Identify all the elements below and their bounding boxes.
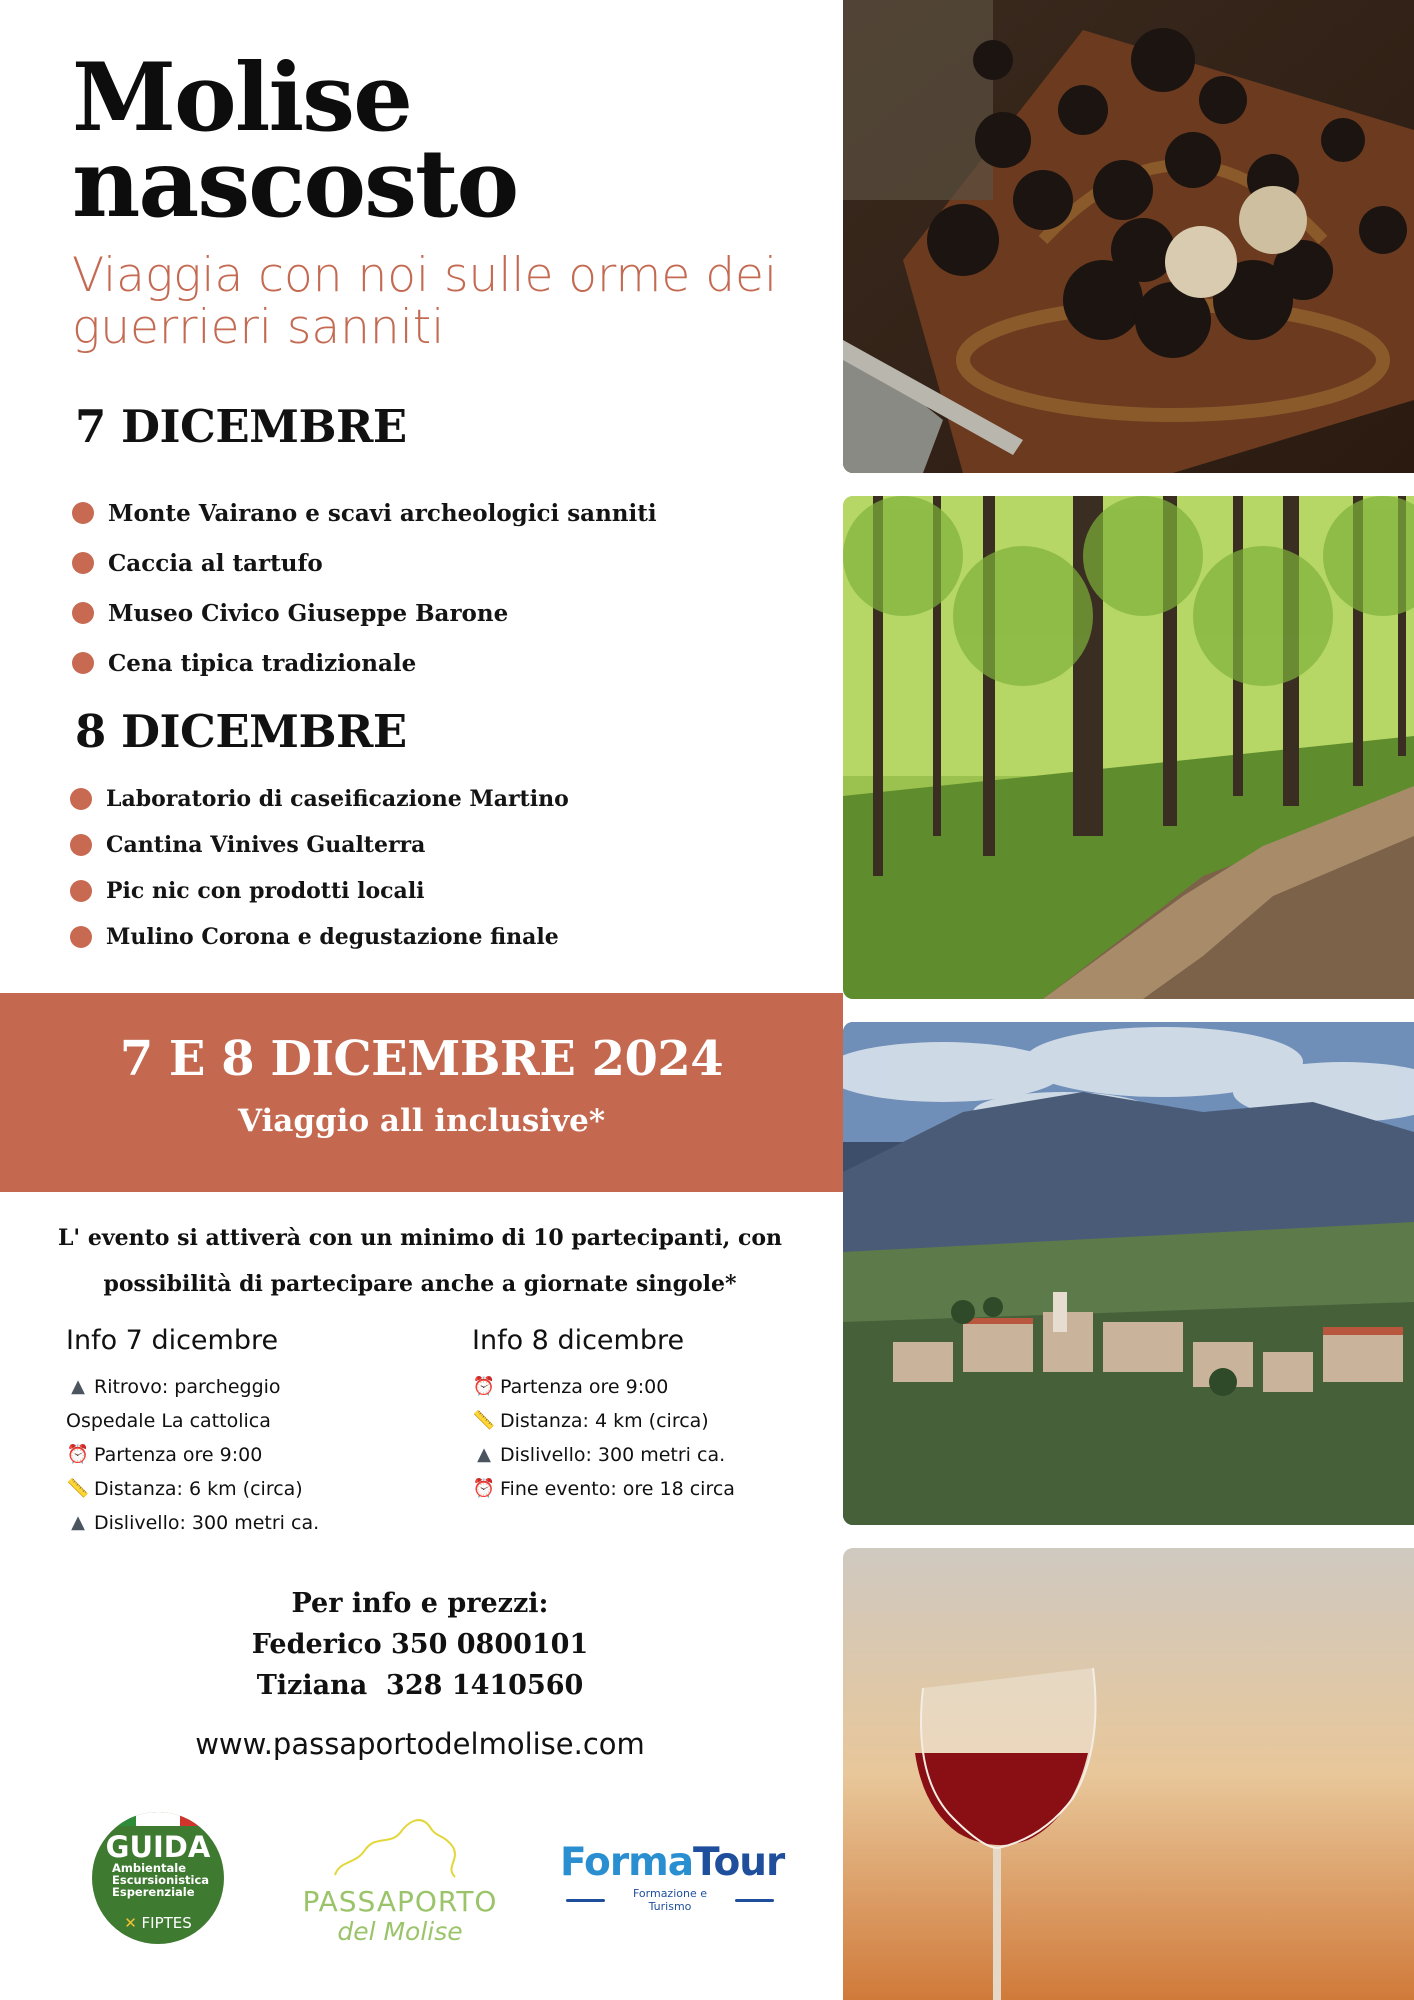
ruler-icon: 📏 xyxy=(472,1410,496,1431)
info-day2-heading: Info 8 dicembre xyxy=(472,1325,685,1356)
participation-notice: L' evento si attiverà con un minimo di 10 partecipanti, con possibilità di partecipare anche a giornate singole* xyxy=(57,1225,783,1297)
forest-path-photo xyxy=(843,496,1414,999)
bullet-icon xyxy=(72,652,94,674)
mountain-icon: ▲ xyxy=(71,1376,85,1397)
poster-title xyxy=(72,43,772,239)
bullet-icon xyxy=(72,552,94,574)
info-line: Ospedale La cattolica xyxy=(66,1410,271,1432)
bullet-icon xyxy=(72,602,94,624)
info-line: ⏰ Partenza ore 9:00 xyxy=(66,1438,456,1472)
ruler-icon: 📏 xyxy=(66,1478,90,1499)
contacts-block xyxy=(120,1583,720,1706)
activity-item: Cena tipica tradizionale xyxy=(72,638,657,688)
bullet-icon xyxy=(70,834,92,856)
italian-flag-icon xyxy=(92,1812,224,1826)
title-line-1: Molise xyxy=(72,43,411,153)
fiptes-mark-icon: ✕ xyxy=(124,1914,137,1932)
guida-logo: GUIDA Ambientale Escursionistica Esperenziale ✕ FIPTES xyxy=(92,1812,224,1944)
contact-federico[interactable]: Federico 350 0800101 xyxy=(251,1629,589,1660)
website-link[interactable]: www.passaportodelmolise.com xyxy=(195,1727,645,1761)
activity-item: Monte Vairano e scavi archeologici sanniti xyxy=(72,488,657,538)
bullet-icon xyxy=(70,880,92,902)
activity-item: Museo Civico Giuseppe Barone xyxy=(72,588,657,638)
activity-item: Mulino Corona e degustazione finale xyxy=(70,914,569,960)
contact-tiziana[interactable]: Tiziana 328 1410560 xyxy=(256,1670,584,1701)
banner-date: 7 E 8 DICEMBRE 2024 xyxy=(119,1031,724,1087)
info-line: ⏰ Partenza ore 9:00 xyxy=(472,1370,862,1404)
info-line: ▲ Dislivello: 300 metri ca. xyxy=(66,1506,456,1540)
info-line: ⏰ Fine evento: ore 18 circa xyxy=(472,1472,862,1506)
info-line: ▲ Ritrovo: parcheggio xyxy=(66,1370,456,1404)
info-line: 📏 Distanza: 4 km (circa) xyxy=(472,1404,862,1438)
alarm-clock-icon: ⏰ xyxy=(472,1478,496,1499)
passaporto-logo: PASSAPORTO del Molise xyxy=(295,1805,505,1955)
mountain-icon: ▲ xyxy=(477,1444,491,1465)
village-landscape-photo xyxy=(843,1022,1414,1525)
bullet-icon xyxy=(72,502,94,524)
poster-subtitle: Viaggia con noi sulle orme dei guerrieri sanniti xyxy=(72,248,777,355)
day2-heading: 8 DICEMBRE xyxy=(75,705,407,758)
wine-glass-sunset-photo xyxy=(843,1548,1414,2000)
info-day1 xyxy=(66,1325,456,1540)
alarm-clock-icon: ⏰ xyxy=(472,1376,496,1397)
activity-item: Laboratorio di caseificazione Martino xyxy=(70,776,569,822)
title-line-2: nascosto xyxy=(72,129,518,239)
mountain-icon: ▲ xyxy=(71,1512,85,1533)
bullet-icon xyxy=(70,926,92,948)
date-banner xyxy=(0,993,843,1192)
info-line: ▲ Dislivello: 300 metri ca. xyxy=(472,1438,862,1472)
truffle-basket-photo xyxy=(843,0,1414,473)
contacts-heading: Per info e prezzi: xyxy=(291,1588,549,1619)
molise-region-outline-icon xyxy=(295,1805,505,1895)
day1-heading: 7 DICEMBRE xyxy=(75,400,407,453)
info-day2 xyxy=(472,1325,862,1506)
alarm-clock-icon: ⏰ xyxy=(66,1444,90,1465)
activity-item: Pic nic con prodotti locali xyxy=(70,868,569,914)
formatour-logo: FormaTour Formazione e Turismo xyxy=(560,1840,785,1913)
info-day1-heading: Info 7 dicembre xyxy=(66,1325,279,1356)
info-line: 📏 Distanza: 6 km (circa) xyxy=(66,1472,456,1506)
activity-item: Cantina Vinives Gualterra xyxy=(70,822,569,868)
banner-tagline: Viaggio all inclusive* xyxy=(237,1103,606,1139)
day1-activity-list xyxy=(72,488,657,688)
bullet-icon xyxy=(70,788,92,810)
day2-activity-list xyxy=(70,776,569,960)
activity-item: Caccia al tartufo xyxy=(72,538,657,588)
